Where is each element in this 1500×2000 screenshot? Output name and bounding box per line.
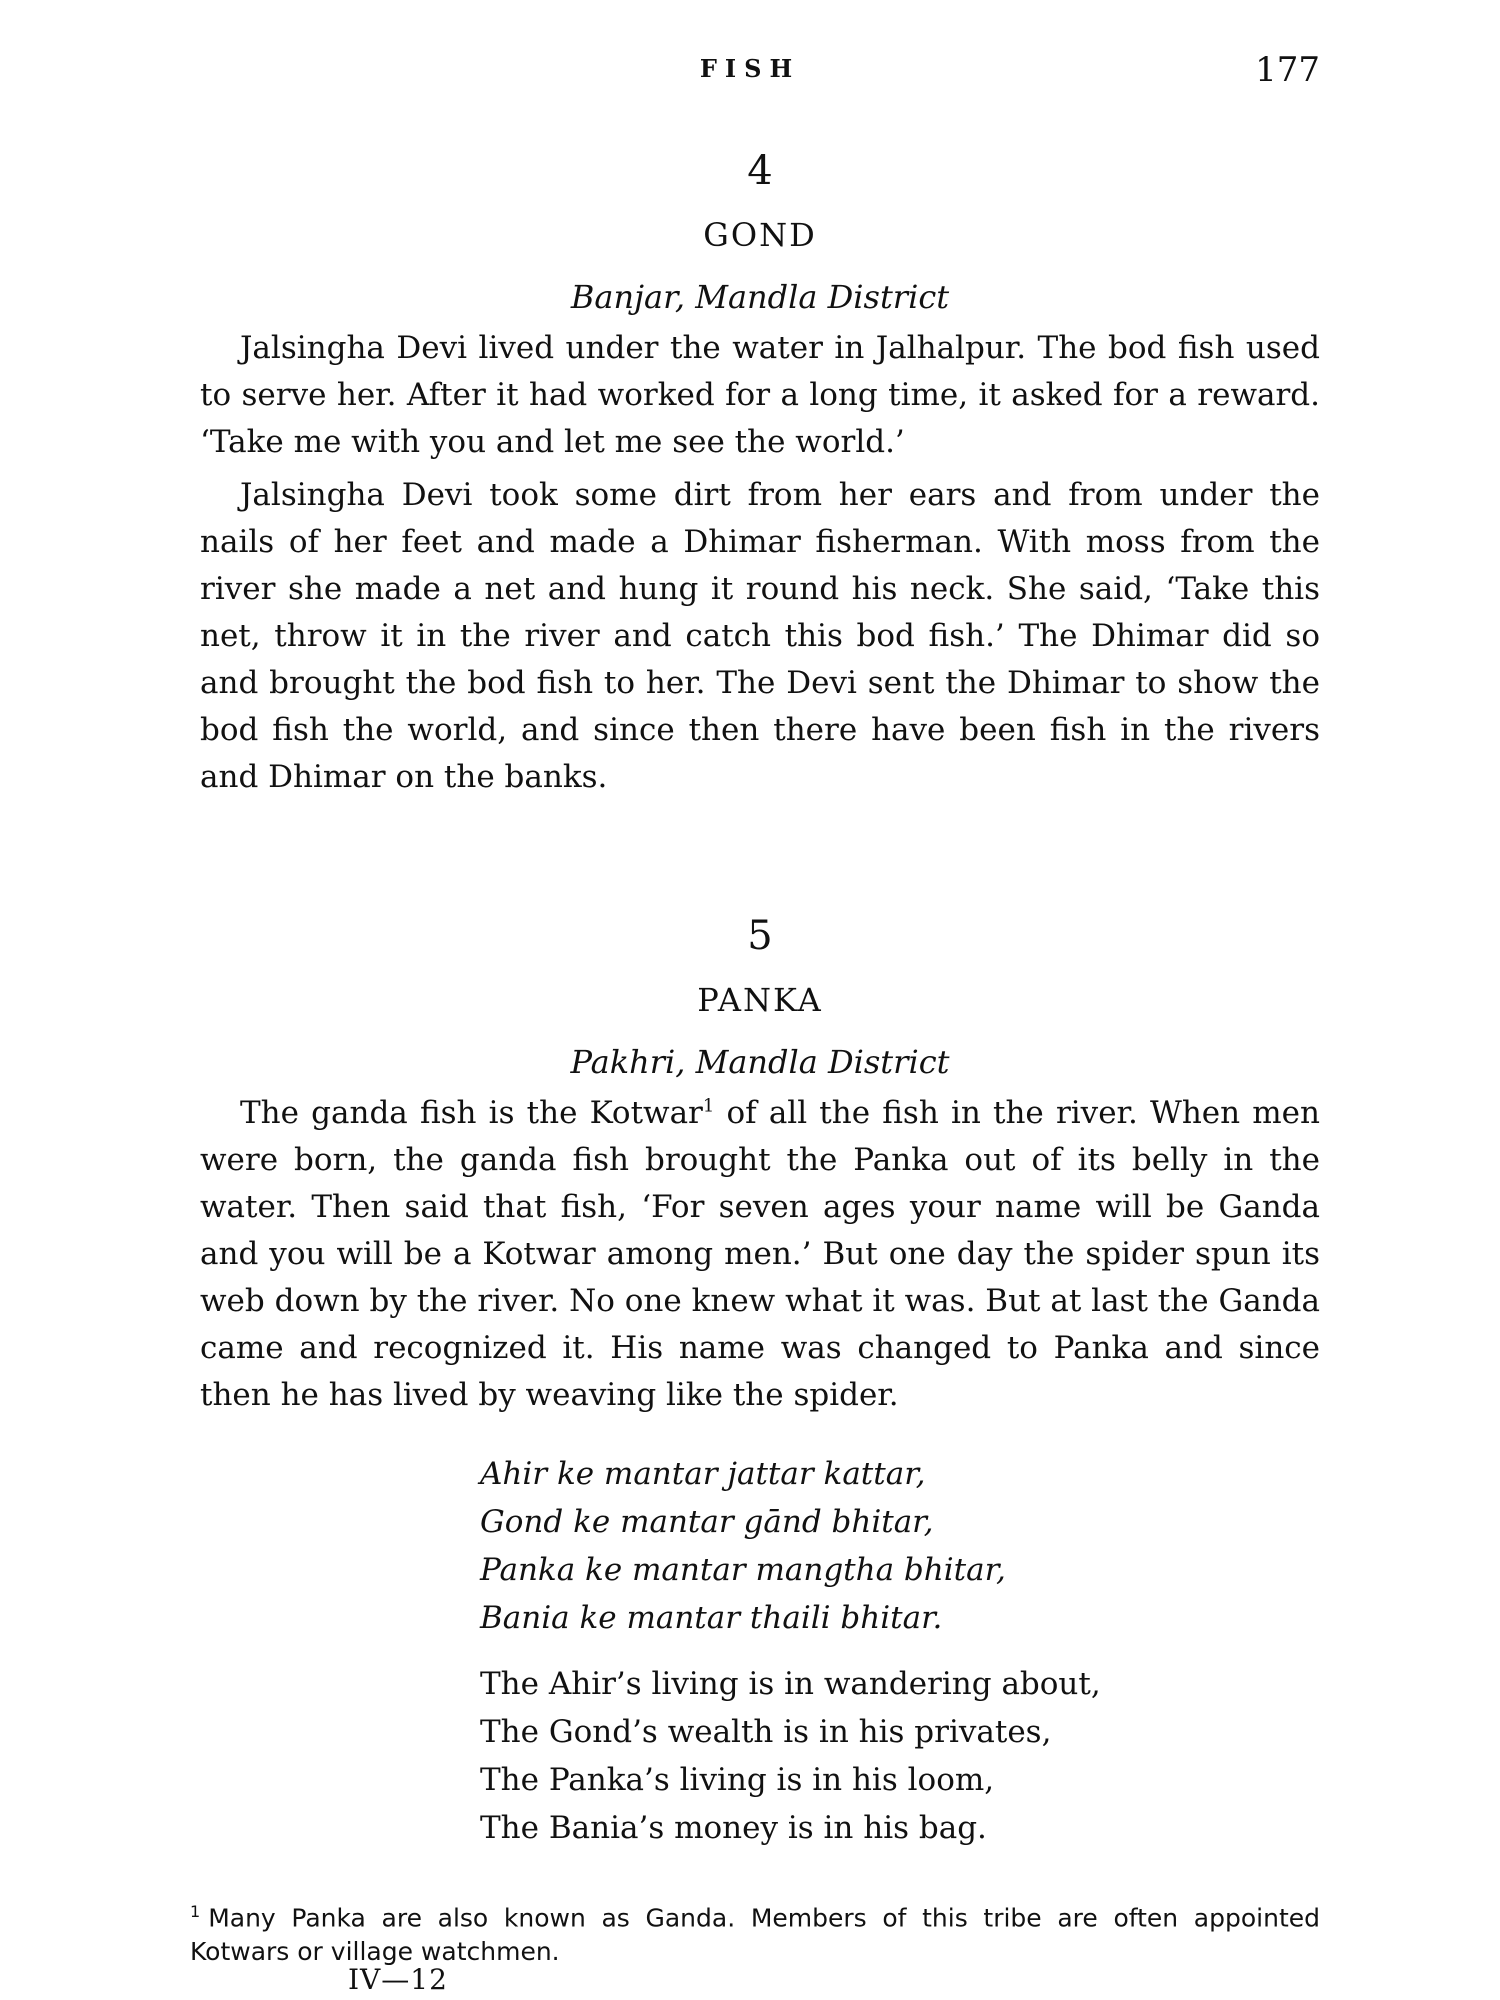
section-body [200, 1090, 1320, 1419]
paragraph: Jalsingha Devi took some dirt from her ears and from under the nails of her feet and made a Dhimar fisherman. With moss from the river she made a net and hung it round his neck. She said, ‘Take this net, throw it in the river and catch this bod fish.’ The Dhimar did so and brought the bod fish to her. The Devi sent the Dhimar to show the bod fish the world, and since then there have been fish in the rivers and Dhimar on the banks. [200, 477, 1320, 795]
section-gond [200, 145, 1320, 801]
paragraph-start: The ganda fish is the Kotwar [240, 1095, 703, 1131]
section-place: Pakhri, Mandla District [570, 1043, 950, 1081]
paragraph: Jalsingha Devi lived under the water in Jalhalpur. The bod fish used to serve her. After it had worked for a long time, it asked for a reward. ‘Take me with you and let me see the world.’ [200, 330, 1320, 460]
signature-mark: IV—12 [348, 1963, 448, 1996]
footnote [190, 1895, 1320, 1969]
footnote-mark: 1 [190, 1902, 201, 1921]
verse-line: Bania ke mantar thaili bhitar. [480, 1600, 943, 1636]
verse-line: Gond ke mantar gānd bhitar, [480, 1504, 934, 1540]
page-number: 177 [1255, 50, 1320, 90]
section-number: 4 [747, 148, 773, 194]
section-place: Banjar, Mandla District [570, 278, 950, 316]
footnote-ref: 1 [702, 1095, 715, 1117]
section-panka [200, 910, 1320, 1419]
paragraph-rest: of all the fish in the river. When men were born, the ganda fish brought the Panka out of its belly in the water. Then said that fish, ‘For seven ages your name will be Ganda and you will be a Kotwar among men.’ But one day the spider spun its web down by the river. No one knew what it was. But at last the Ganda came and recognized it. His name was changed to Panka and since then he has lived by weaving like the spider. [200, 1095, 1320, 1413]
verse-line: The Bania’s money is in his bag. [480, 1810, 987, 1846]
verse-native [480, 1450, 1280, 1642]
section-body [200, 325, 1320, 801]
verse-line: The Gond’s wealth is in his privates, [480, 1714, 1052, 1750]
verse-line: Panka ke mantar mangtha bhitar, [480, 1552, 1006, 1588]
verse-line: The Panka’s living is in his loom, [480, 1762, 995, 1798]
section-title: GOND [703, 216, 817, 254]
running-head [0, 50, 1500, 90]
paragraph [200, 1090, 1320, 1419]
section-number: 5 [747, 913, 773, 959]
section-title: PANKA [697, 981, 823, 1019]
running-title: FISH [699, 54, 801, 83]
verse-line: The Ahir’s living is in wandering about, [480, 1666, 1101, 1702]
footnote-text: Many Panka are also known as Ganda. Members of this tribe are often appointed Kotwars or village watchmen. [190, 1903, 1320, 1967]
verse-translation [480, 1660, 1280, 1852]
verse-line: Ahir ke mantar jattar kattar, [480, 1456, 926, 1492]
